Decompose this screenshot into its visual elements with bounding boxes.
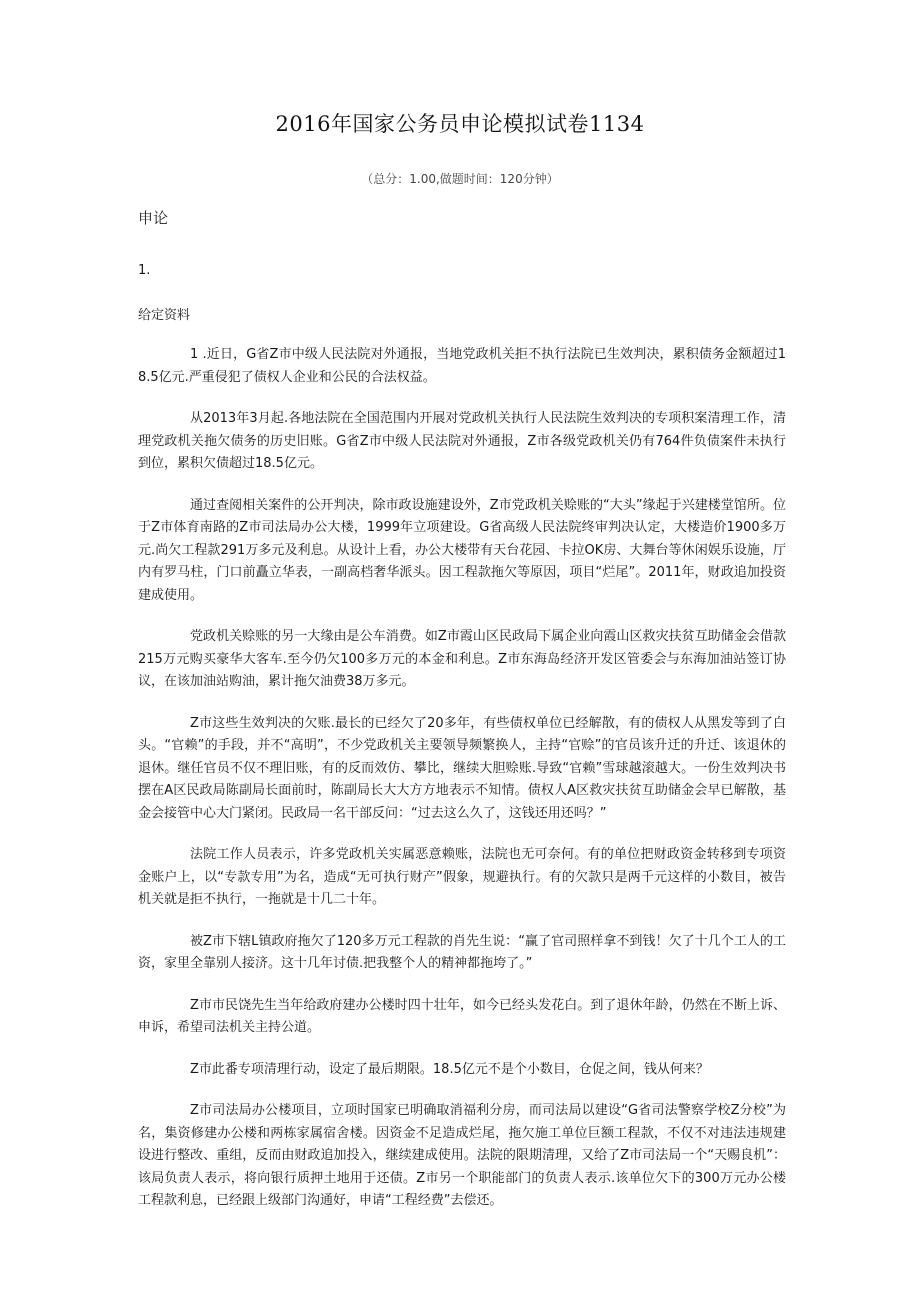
document-title: 2016年国家公务员申论模拟试卷1134 bbox=[275, 112, 645, 136]
exam-info: （总分：1.00,做题时间：120分钟） bbox=[361, 172, 559, 186]
paragraph: 被Z市下辖L镇政府拖欠了120多万元工程款的肖先生说：“赢了官司照样拿不到钱！欠了十几个工人的工资，家里全靠别人接济。这十几年讨债.把我整个人的精神都拖垮了。” bbox=[138, 933, 786, 971]
material-label: 给定资料 bbox=[138, 308, 191, 323]
paragraph: Z市市民饶先生当年给政府建办公楼时四十壮年，如今已经头发花白。到了退休年龄，仍然在不断上诉、申诉，希望司法机关主持公道。 bbox=[138, 997, 786, 1035]
paragraph: 1 .近日，G省Z市中级人民法院对外通报，当地党政机关拒不执行法院已生效判决，累积债务金额超过18.5亿元.严重侵犯了债权人企业和公民的合法权益。 bbox=[138, 347, 786, 385]
paragraph: Z市此番专项清理行动，设定了最后期限。18.5亿元不是个小数目，仓促之间，钱从何来？ bbox=[190, 1061, 709, 1077]
paragraph: 党政机关赊账的另一大缘由是公车消费。如Z市霞山区民政局下属企业向霞山区救灾扶贫互助储金会借款215万元购买豪华大客车.至今仍欠100多万元的本金和利息。Z市东海岛经济开发区管委会与东海加油站签订协议，在该加油站购油，累计拖欠油费38万多元。 bbox=[138, 629, 786, 689]
paragraph: Z市司法局办公楼项目，立项时国家已明确取消福利分房，而司法局以建设“G省司法警察学校Z分校”为名，集资修建办公楼和两栋家属宿舍楼。因资金不足造成烂尾，拖欠施工单位巨额工程款，不仅不对违法违规建设进行整改、重组，反而由财政追加投入，继续建成使用。法院的限期清理，又给了Z市司法局一个“天赐良机”：该局负责人表示，将向银行质押土地用于还债。Z市另一个职能部门的负责人表示.该单位欠下的300万元办公楼工程款利息，已经跟上级部门沟通好，申请“工程经费”去偿还。 bbox=[138, 1103, 786, 1208]
question-number: 1. bbox=[138, 263, 151, 278]
material-body bbox=[138, 344, 786, 1232]
paragraph: 从2013年3月起.各地法院在全国范围内开展对党政机关执行人民法院生效判决的专项积案清理工作，清理党政机关拖欠债务的历史旧账。G省Z市中级人民法院对外通报，Z市各级党政机关仍有764件负债案件未执行到位，累积欠债超过18.5亿元。 bbox=[138, 411, 786, 471]
paragraph: 法院工作人员表示，许多党政机关实属恶意赖账，法院也无可奈何。有的单位把财政资金转移到专项资金账户上，以“专款专用”为名，造成“无可执行财产”假象，规避执行。有的欠款只是两千元这样的小数目，被告机关就是拒不执行，一拖就是十几二十年。 bbox=[138, 847, 786, 907]
paragraph: 通过查阅相关案件的公开判决，除市政设施建设外，Z市党政机关赊账的“大头”缘起于兴建楼堂馆所。位于Z市体育南路的Z市司法局办公大楼，1999年立项建设。G省高级人民法院终审判决认定，大楼造价1900多万元.尚欠工程款291万多元及利息。从设计上看，办公大楼带有天台花园、卡拉OK房、大舞台等休闲娱乐设施，厅内有罗马柱，门口前矗立华表，一副高档奢华派头。因工程款拖欠等原因，项目“烂尾”。2011年，财政追加投资建成使用。 bbox=[138, 497, 786, 603]
paragraph: Z市这些生效判决的欠账.最长的已经欠了20多年，有些债权单位已经解散，有的债权人从黑发等到了白头。“官赖”的手段，并不“高明”，不少党政机关主要领导频繁换人，主持“官赊”的官员该升迁的升迁、该退休的退休。继任官员不仅不理旧账，有的反而效仿、攀比，继续大胆赊账.导致“官赖”雪球越滚越大。一份生效判决书摆在A区民政局陈副局长面前时，陈副局长大大方方地表示不知情。债权人A区救灾扶贫互助储金会早已解散，基金会接管中心大门紧闭。民政局一名干部反问：“过去这么久了，这钱还用还吗？” bbox=[138, 715, 786, 821]
section-heading: 申论 bbox=[138, 209, 169, 227]
